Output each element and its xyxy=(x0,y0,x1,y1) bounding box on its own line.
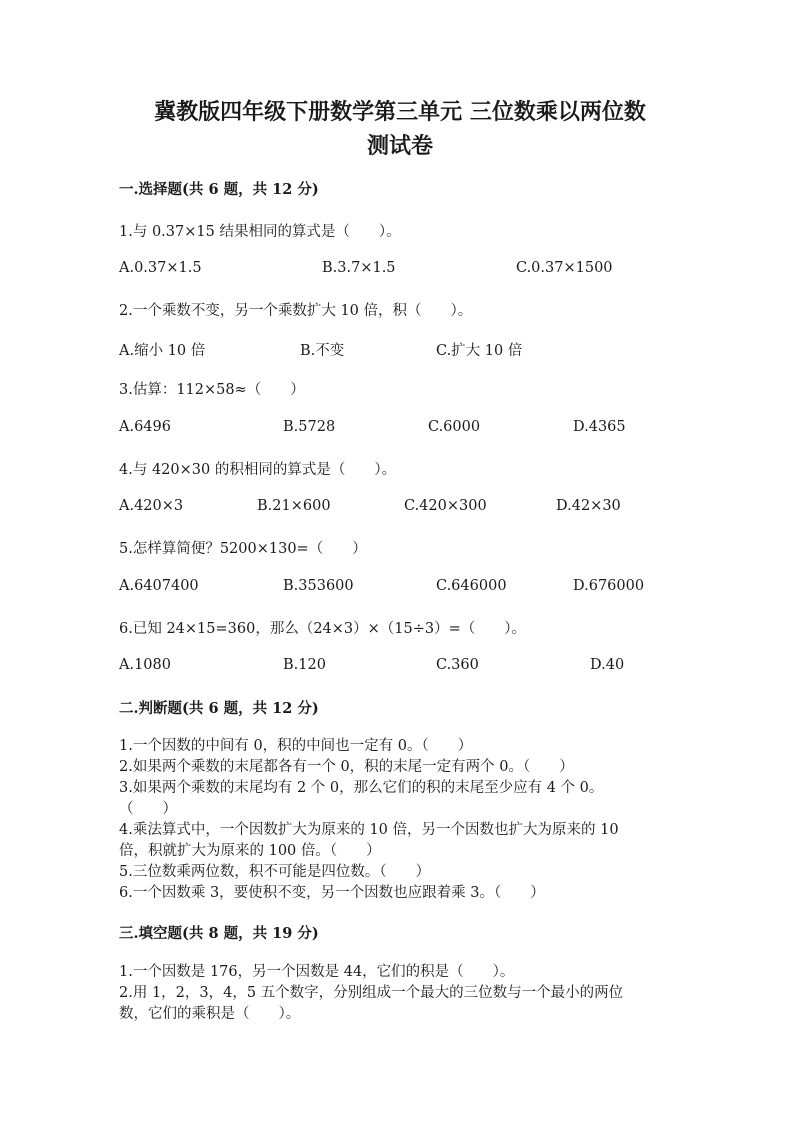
fill-line: 2.用 1，2，3，4，5 五个数字，分别组成一个最大的三位数与一个最小的两位 xyxy=(119,985,624,1001)
option: C.6000 xyxy=(428,419,481,435)
title-line-1: 冀教版四年级下册数学第三单元 三位数乘以两位数 xyxy=(154,99,646,125)
question-text: 5.怎样算简便？5200×130=（ ） xyxy=(119,541,367,557)
section-title-true-false: 二.判断题(共 6 题，共 12 分) xyxy=(119,700,319,717)
question-text: 4.与 420×30 的积相同的算式是（ ）。 xyxy=(119,462,397,478)
tf-line: 2.如果两个乘数的末尾都各有一个 0，积的末尾一定有两个 0。（ ） xyxy=(119,759,574,775)
option: B.3.7×1.5 xyxy=(322,260,396,276)
tf-line: 3.如果两个乘数的末尾均有 2 个 0，那么它们的积的末尾至少应有 4 个 0。 xyxy=(119,780,604,796)
tf-line: 6.一个因数乘 3，要使积不变，另一个因数也应跟着乘 3。（ ） xyxy=(119,885,545,901)
question-text: 3.估算：112×58≈（ ） xyxy=(119,382,305,398)
section-title-fill-blank: 三.填空题(共 8 题，共 19 分) xyxy=(119,925,319,942)
option: A.缩小 10 倍 xyxy=(119,343,206,359)
option: D.40 xyxy=(590,657,625,673)
tf-line: 1.一个因数的中间有 0，积的中间也一定有 0。（ ） xyxy=(119,738,473,754)
option: C.420×300 xyxy=(404,498,487,514)
section-title-choice: 一.选择题(共 6 题，共 12 分) xyxy=(119,181,319,198)
option: D.42×30 xyxy=(556,498,621,514)
option: A.0.37×1.5 xyxy=(119,260,202,276)
tf-line: 5.三位数乘两位数，积不可能是四位数。（ ） xyxy=(119,864,431,880)
option: C.0.37×1500 xyxy=(516,260,613,276)
option: A.6496 xyxy=(119,419,171,435)
title-line-2: 测试卷 xyxy=(366,133,433,159)
option: B.不变 xyxy=(300,343,345,359)
option: D.676000 xyxy=(573,578,645,594)
option: A.6407400 xyxy=(119,578,199,594)
option: A.1080 xyxy=(119,657,171,673)
fill-line: 数，它们的乘积是（ ）。 xyxy=(119,1006,301,1022)
option: B.120 xyxy=(283,657,326,673)
option: C.360 xyxy=(436,657,479,673)
fill-line: 1.一个因数是 176，另一个因数是 44，它们的积是（ ）。 xyxy=(119,964,515,980)
question-text: 1.与 0.37×15 结果相同的算式是（ ）。 xyxy=(119,224,401,240)
option: B.21×600 xyxy=(257,498,331,514)
tf-line: （ ） xyxy=(119,801,177,817)
option: C.646000 xyxy=(436,578,507,594)
option: B.353600 xyxy=(283,578,354,594)
question-text: 6.已知 24×15=360，那么（24×3）×（15÷3）=（ ）。 xyxy=(119,621,527,637)
question-text: 2.一个乘数不变，另一个乘数扩大 10 倍，积（ ）。 xyxy=(119,303,473,319)
option: D.4365 xyxy=(573,419,626,435)
page-title xyxy=(0,95,800,163)
tf-line: 4.乘法算式中，一个因数扩大为原来的 10 倍，另一个因数也扩大为原来的 10 xyxy=(119,822,619,838)
tf-line: 倍，积就扩大为原来的 100 倍。（ ） xyxy=(119,843,381,859)
option: B.5728 xyxy=(283,419,336,435)
option: C.扩大 10 倍 xyxy=(436,343,523,359)
option: A.420×3 xyxy=(119,498,184,514)
